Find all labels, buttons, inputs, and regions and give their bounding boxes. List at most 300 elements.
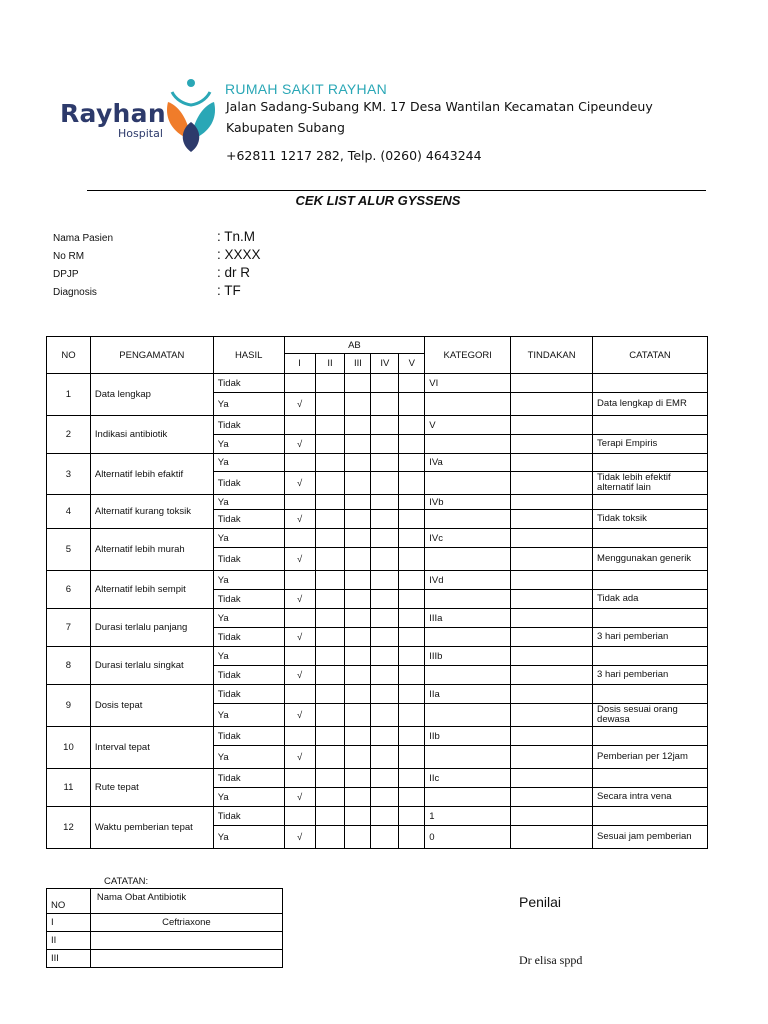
row-ab-cell <box>345 435 371 454</box>
row-number: 11 <box>47 769 91 807</box>
table-row <box>47 609 708 628</box>
row-hasil: Ya <box>213 571 284 590</box>
row-number: 1 <box>47 374 91 416</box>
row-catatan: 3 hari pemberian <box>593 628 708 647</box>
notes-label: CATATAN: <box>104 876 149 887</box>
row-hasil: Tidak <box>213 769 284 788</box>
row-ab-cell <box>371 590 399 609</box>
address-line-1: Jalan Sadang-Subang KM. 17 Desa Wantilan Kecamatan Cipeundeuy <box>226 99 653 114</box>
header-hasil: HASIL <box>213 337 284 374</box>
row-tindakan <box>511 472 593 495</box>
row-check-i: √ <box>284 666 315 685</box>
row-ab-cell <box>371 826 399 849</box>
row-catatan: Tidak ada <box>593 590 708 609</box>
row-hasil: Tidak <box>213 416 284 435</box>
row-ab-cell <box>345 393 371 416</box>
row-ab-cell <box>315 746 345 769</box>
hospital-name: RUMAH SAKIT RAYHAN <box>225 81 388 97</box>
row-check-i: √ <box>284 590 315 609</box>
row-catatan <box>593 769 708 788</box>
row-check-i: √ <box>284 826 315 849</box>
row-ab-cell <box>345 548 371 571</box>
row-tindakan <box>511 548 593 571</box>
row-ab-cell <box>315 435 345 454</box>
row-number: 7 <box>47 609 91 647</box>
row-ab-cell <box>345 529 371 548</box>
row-ab-cell <box>345 454 371 472</box>
row-ab-cell <box>399 571 425 590</box>
row-hasil: Ya <box>213 435 284 454</box>
header-no: NO <box>47 337 91 374</box>
notes-row-no: III <box>47 950 91 968</box>
row-ab-cell <box>371 571 399 590</box>
notes-row <box>47 914 283 932</box>
row-tindakan <box>511 746 593 769</box>
row-ab-cell <box>345 769 371 788</box>
row-pengamatan: Dosis tepat <box>90 685 213 727</box>
row-ab-cell <box>345 472 371 495</box>
row-kategori: IVa <box>425 454 511 472</box>
row-check-i <box>284 454 315 472</box>
row-ab-cell <box>371 685 399 704</box>
row-ab-cell <box>371 666 399 685</box>
row-hasil: Ya <box>213 393 284 416</box>
row-check-i <box>284 727 315 746</box>
label-no-rm: No RM <box>53 251 85 262</box>
row-ab-cell <box>371 548 399 571</box>
row-catatan <box>593 416 708 435</box>
row-ab-cell <box>345 571 371 590</box>
row-hasil: Tidak <box>213 727 284 746</box>
gyssens-table <box>46 336 708 849</box>
row-ab-cell <box>315 769 345 788</box>
row-check-i: √ <box>284 472 315 495</box>
row-hasil: Ya <box>213 609 284 628</box>
table-row <box>47 495 708 510</box>
header-ab-iii: III <box>345 354 371 374</box>
row-ab-cell <box>371 454 399 472</box>
row-ab-cell <box>315 807 345 826</box>
row-ab-cell <box>399 435 425 454</box>
logo-subtitle: Hospital <box>118 127 163 140</box>
row-ab-cell <box>399 746 425 769</box>
row-number: 2 <box>47 416 91 454</box>
row-ab-cell <box>315 826 345 849</box>
row-ab-cell <box>315 647 345 666</box>
row-ab-cell <box>345 416 371 435</box>
value-diagnosis: : TF <box>217 283 241 298</box>
row-ab-cell <box>371 704 399 727</box>
row-kategori: IVd <box>425 571 511 590</box>
row-check-i <box>284 495 315 510</box>
phone-line: +62811 1217 282, Telp. (0260) 4643244 <box>226 148 482 163</box>
row-ab-cell <box>371 807 399 826</box>
row-check-i <box>284 769 315 788</box>
table-row <box>47 571 708 590</box>
row-ab-cell <box>315 416 345 435</box>
row-check-i: √ <box>284 704 315 727</box>
row-tindakan <box>511 374 593 393</box>
row-tindakan <box>511 727 593 746</box>
row-tindakan <box>511 571 593 590</box>
row-ab-cell <box>315 590 345 609</box>
notes-row-obat <box>90 932 282 950</box>
row-ab-cell <box>315 529 345 548</box>
row-check-i <box>284 647 315 666</box>
value-nama-pasien: : Tn.M <box>217 229 256 244</box>
row-kategori <box>425 435 511 454</box>
row-ab-cell <box>315 510 345 529</box>
row-kategori <box>425 746 511 769</box>
row-ab-cell <box>399 807 425 826</box>
row-ab-cell <box>345 807 371 826</box>
row-pengamatan: Waktu pemberian tepat <box>90 807 213 849</box>
notes-row-obat <box>90 950 282 968</box>
row-ab-cell <box>371 510 399 529</box>
header-pengamatan: PENGAMATAN <box>90 337 213 374</box>
row-hasil: Tidak <box>213 510 284 529</box>
row-ab-cell <box>399 666 425 685</box>
row-ab-cell <box>371 374 399 393</box>
notes-table <box>46 888 283 968</box>
row-hasil: Ya <box>213 647 284 666</box>
label-nama-pasien: Nama Pasien <box>53 233 114 244</box>
row-tindakan <box>511 590 593 609</box>
document-title: CEK LIST ALUR GYSSENS <box>295 193 461 208</box>
row-catatan: Sesuai jam pemberian <box>593 826 708 849</box>
row-check-i <box>284 374 315 393</box>
row-pengamatan: Rute tepat <box>90 769 213 807</box>
header-ab-i: I <box>284 354 315 374</box>
table-row <box>47 647 708 666</box>
row-ab-cell <box>345 788 371 807</box>
table-row <box>47 529 708 548</box>
row-catatan <box>593 685 708 704</box>
label-dpjp: DPJP <box>53 269 79 280</box>
row-number: 10 <box>47 727 91 769</box>
row-ab-cell <box>371 647 399 666</box>
row-ab-cell <box>345 374 371 393</box>
row-kategori <box>425 548 511 571</box>
row-catatan: Dosis sesuai orang dewasa <box>593 704 708 727</box>
row-kategori <box>425 666 511 685</box>
row-check-i <box>284 529 315 548</box>
row-ab-cell <box>371 435 399 454</box>
row-ab-cell <box>345 727 371 746</box>
row-catatan: Secara intra vena <box>593 788 708 807</box>
row-catatan <box>593 495 708 510</box>
row-check-i <box>284 571 315 590</box>
row-hasil: Ya <box>213 529 284 548</box>
row-ab-cell <box>345 647 371 666</box>
row-catatan: Tidak lebih efektif alternatif lain <box>593 472 708 495</box>
row-ab-cell <box>399 416 425 435</box>
row-tindakan <box>511 628 593 647</box>
row-ab-cell <box>371 609 399 628</box>
row-kategori <box>425 472 511 495</box>
row-ab-cell <box>399 769 425 788</box>
header-ab: AB <box>284 337 425 354</box>
row-check-i <box>284 685 315 704</box>
row-ab-cell <box>371 727 399 746</box>
row-pengamatan: Alternatif lebih murah <box>90 529 213 571</box>
row-ab-cell <box>315 472 345 495</box>
row-catatan <box>593 454 708 472</box>
row-number: 6 <box>47 571 91 609</box>
row-catatan <box>593 807 708 826</box>
row-catatan <box>593 571 708 590</box>
row-kategori <box>425 510 511 529</box>
row-hasil: Ya <box>213 454 284 472</box>
row-tindakan <box>511 666 593 685</box>
row-ab-cell <box>399 510 425 529</box>
table-header-row <box>47 337 708 354</box>
row-ab-cell <box>371 529 399 548</box>
row-pengamatan: Alternatif lebih sempit <box>90 571 213 609</box>
value-dpjp: : dr R <box>217 265 251 280</box>
table-row <box>47 685 708 704</box>
row-hasil: Tidak <box>213 807 284 826</box>
row-check-i: √ <box>284 628 315 647</box>
row-ab-cell <box>315 609 345 628</box>
row-ab-cell <box>371 495 399 510</box>
row-hasil: Tidak <box>213 472 284 495</box>
row-ab-cell <box>315 548 345 571</box>
row-number: 3 <box>47 454 91 495</box>
notes-row-no: II <box>47 932 91 950</box>
row-catatan: 3 hari pemberian <box>593 666 708 685</box>
row-ab-cell <box>315 571 345 590</box>
row-hasil: Tidak <box>213 374 284 393</box>
notes-header-no: NO <box>47 889 91 914</box>
table-row <box>47 807 708 826</box>
row-catatan: Terapi Empiris <box>593 435 708 454</box>
row-check-i <box>284 416 315 435</box>
notes-row-no: I <box>47 914 91 932</box>
row-ab-cell <box>315 393 345 416</box>
row-check-i <box>284 609 315 628</box>
signature-label: Penilai <box>519 894 562 910</box>
row-catatan <box>593 647 708 666</box>
row-catatan <box>593 609 708 628</box>
row-tindakan <box>511 807 593 826</box>
row-ab-cell <box>315 495 345 510</box>
table-body <box>47 374 708 849</box>
table-row <box>47 416 708 435</box>
row-pengamatan: Durasi terlalu panjang <box>90 609 213 647</box>
row-check-i: √ <box>284 788 315 807</box>
row-hasil: Tidak <box>213 628 284 647</box>
row-number: 12 <box>47 807 91 849</box>
row-kategori: V <box>425 416 511 435</box>
row-tindakan <box>511 647 593 666</box>
row-hasil: Tidak <box>213 685 284 704</box>
row-kategori: IVc <box>425 529 511 548</box>
row-tindakan <box>511 529 593 548</box>
row-hasil: Ya <box>213 495 284 510</box>
row-ab-cell <box>345 590 371 609</box>
row-tindakan <box>511 704 593 727</box>
row-ab-cell <box>371 769 399 788</box>
row-catatan <box>593 727 708 746</box>
signature-name: Dr elisa sppd <box>519 953 583 967</box>
row-ab-cell <box>371 393 399 416</box>
row-kategori: IIc <box>425 769 511 788</box>
row-kategori <box>425 788 511 807</box>
row-ab-cell <box>399 647 425 666</box>
row-ab-cell <box>399 548 425 571</box>
row-ab-cell <box>315 374 345 393</box>
header-catatan: CATATAN <box>593 337 708 374</box>
table-row <box>47 727 708 746</box>
row-catatan: Data lengkap di EMR <box>593 393 708 416</box>
row-hasil: Tidak <box>213 548 284 571</box>
header-tindakan: TINDAKAN <box>511 337 593 374</box>
row-kategori: 0 <box>425 826 511 849</box>
row-ab-cell <box>345 666 371 685</box>
row-tindakan <box>511 454 593 472</box>
row-ab-cell <box>399 826 425 849</box>
row-ab-cell <box>399 704 425 727</box>
notes-header-obat: Nama Obat Antibiotik <box>90 889 282 914</box>
row-hasil: Ya <box>213 746 284 769</box>
notes-row <box>47 950 283 968</box>
logo-emblem-icon <box>162 78 220 158</box>
header-kategori: KATEGORI <box>425 337 511 374</box>
table-row <box>47 769 708 788</box>
row-ab-cell <box>345 510 371 529</box>
row-pengamatan: Indikasi antibiotik <box>90 416 213 454</box>
header-ab-v: V <box>399 354 425 374</box>
row-ab-cell <box>315 727 345 746</box>
row-catatan: Menggunakan generik <box>593 548 708 571</box>
row-kategori: IIa <box>425 685 511 704</box>
row-pengamatan: Data lengkap <box>90 374 213 416</box>
row-tindakan <box>511 826 593 849</box>
row-ab-cell <box>345 704 371 727</box>
header-ab-iv: IV <box>371 354 399 374</box>
row-ab-cell <box>399 472 425 495</box>
row-ab-cell <box>315 628 345 647</box>
row-ab-cell <box>345 609 371 628</box>
row-ab-cell <box>371 746 399 769</box>
notes-row-obat: Ceftriaxone <box>90 914 282 932</box>
row-catatan <box>593 529 708 548</box>
row-tindakan <box>511 435 593 454</box>
row-kategori <box>425 590 511 609</box>
row-number: 4 <box>47 495 91 529</box>
row-tindakan <box>511 495 593 510</box>
row-ab-cell <box>399 393 425 416</box>
row-tindakan <box>511 510 593 529</box>
row-ab-cell <box>399 628 425 647</box>
row-kategori <box>425 393 511 416</box>
row-ab-cell <box>315 454 345 472</box>
row-kategori: IIIa <box>425 609 511 628</box>
row-number: 8 <box>47 647 91 685</box>
row-ab-cell <box>399 609 425 628</box>
row-catatan: Tidak toksik <box>593 510 708 529</box>
logo-wordmark: Rayhan <box>60 99 166 128</box>
row-check-i: √ <box>284 548 315 571</box>
row-pengamatan: Alternatif kurang toksik <box>90 495 213 529</box>
row-ab-cell <box>345 495 371 510</box>
row-ab-cell <box>399 685 425 704</box>
row-number: 9 <box>47 685 91 727</box>
row-check-i: √ <box>284 393 315 416</box>
row-ab-cell <box>399 788 425 807</box>
row-ab-cell <box>315 704 345 727</box>
row-tindakan <box>511 788 593 807</box>
row-kategori: VI <box>425 374 511 393</box>
row-hasil: Ya <box>213 826 284 849</box>
row-ab-cell <box>345 685 371 704</box>
header-divider <box>87 190 706 191</box>
row-tindakan <box>511 609 593 628</box>
row-ab-cell <box>315 685 345 704</box>
row-ab-cell <box>399 590 425 609</box>
row-ab-cell <box>399 727 425 746</box>
row-tindakan <box>511 685 593 704</box>
value-no-rm: : XXXX <box>217 247 261 262</box>
row-ab-cell <box>345 826 371 849</box>
row-catatan: Pemberian per 12jam <box>593 746 708 769</box>
row-hasil: Tidak <box>213 590 284 609</box>
logo <box>60 99 166 140</box>
row-number: 5 <box>47 529 91 571</box>
table-row <box>47 454 708 472</box>
notes-header-row <box>47 889 283 914</box>
header-ab-ii: II <box>315 354 345 374</box>
row-hasil: Ya <box>213 704 284 727</box>
row-pengamatan: Alternatif lebih efaktif <box>90 454 213 495</box>
row-ab-cell <box>399 374 425 393</box>
notes-row <box>47 932 283 950</box>
table-row <box>47 374 708 393</box>
row-kategori <box>425 704 511 727</box>
row-check-i: √ <box>284 746 315 769</box>
row-check-i: √ <box>284 435 315 454</box>
label-diagnosis: Diagnosis <box>53 287 97 298</box>
row-hasil: Ya <box>213 788 284 807</box>
row-pengamatan: Durasi terlalu singkat <box>90 647 213 685</box>
row-hasil: Tidak <box>213 666 284 685</box>
row-ab-cell <box>315 788 345 807</box>
row-tindakan <box>511 416 593 435</box>
row-ab-cell <box>345 746 371 769</box>
row-ab-cell <box>399 454 425 472</box>
row-kategori: IVb <box>425 495 511 510</box>
row-ab-cell <box>399 495 425 510</box>
row-check-i <box>284 807 315 826</box>
row-tindakan <box>511 769 593 788</box>
row-tindakan <box>511 393 593 416</box>
row-catatan <box>593 374 708 393</box>
row-check-i: √ <box>284 510 315 529</box>
row-kategori <box>425 628 511 647</box>
row-kategori: IIIb <box>425 647 511 666</box>
row-ab-cell <box>315 666 345 685</box>
row-ab-cell <box>399 529 425 548</box>
row-kategori: IIb <box>425 727 511 746</box>
row-kategori: 1 <box>425 807 511 826</box>
row-ab-cell <box>371 416 399 435</box>
row-pengamatan: Interval tepat <box>90 727 213 769</box>
row-ab-cell <box>345 628 371 647</box>
row-ab-cell <box>371 788 399 807</box>
address-line-2: Kabupaten Subang <box>226 120 345 135</box>
row-ab-cell <box>371 472 399 495</box>
